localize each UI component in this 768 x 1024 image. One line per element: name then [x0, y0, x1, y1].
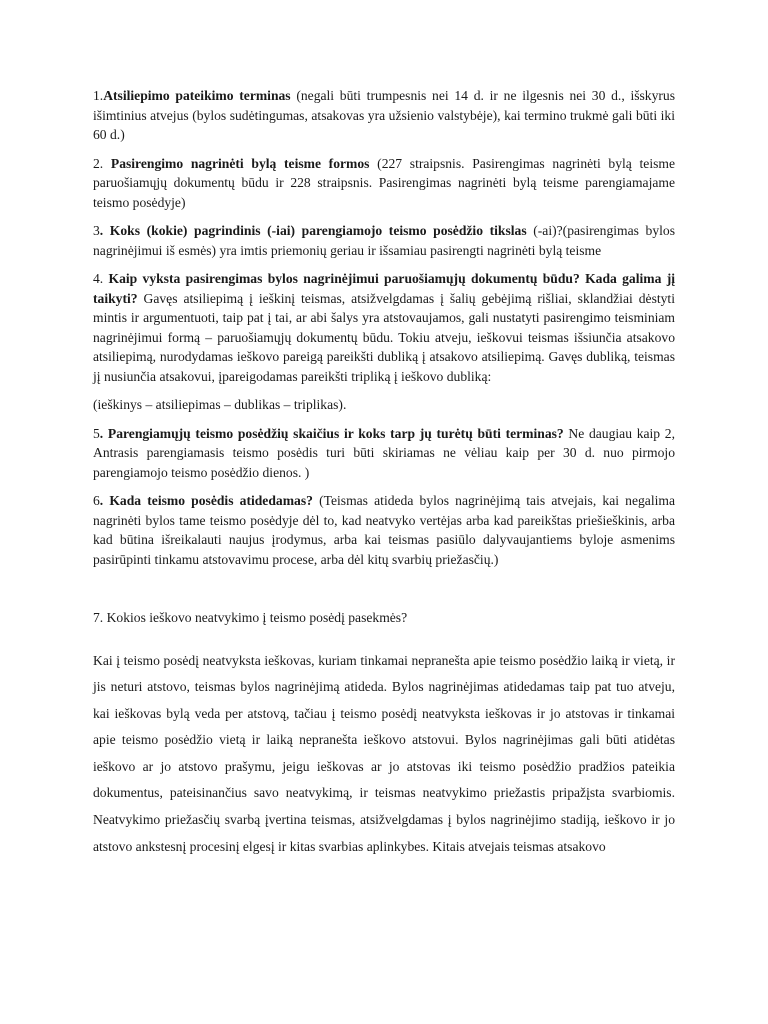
item-number: 1. [93, 88, 104, 103]
paragraph-3 [93, 221, 675, 260]
paragraph-4 [93, 269, 675, 386]
answer-text: (-ai)?(pasirengimas bylos nagrinėjimui iš esmės) yra imtis priemonių geriau ir išsamiau pasirengti nagrinėti bylą teisme [93, 223, 675, 258]
paragraph-1 [93, 86, 675, 145]
question-heading: Atsiliepimo pateikimo terminas [103, 88, 291, 103]
question-heading: . Kada teismo posėdis atidedamas? [99, 493, 313, 508]
item-number: 3 [93, 223, 100, 238]
paragraph-6 [93, 491, 675, 569]
answer-text: (ieškinys – atsiliepimas – dublikas – triplikas). [93, 397, 347, 412]
paragraph-sequence [93, 395, 675, 415]
answer-text: Ne daugiau kaip 2, Antrasis parengiamasis teismo posėdis turi būti skiriamas ne vėliau kaip per 30 d. nuo pirmojo parengiamojo teismo posėdžio dienos. ) [93, 425, 675, 480]
question-heading: . Koks (kokie) pagrindinis (-iai) parengiamojo teismo posėdžio tikslas [99, 223, 527, 238]
answer-text: (Teismas atideda bylos nagrinėjimą tais atvejais, kai negalima nagrinėti bylos tame teismo posėdyje dėl to, kad neatvyko vertėjas arba kad pareikštas priešieškinis, arba kad būtina išreikalauti naujus įrodymus, arba kai teismas pasiūlo dalyvaujantiems byloje asmenims pasirūpinti tinkamu atstovavimu procese, arba dėl kitų svarbių priežasčių.) [93, 493, 675, 567]
question-heading: Pasirengimo nagrinėti bylą teisme formos [110, 155, 370, 171]
question-heading: . Parengiamųjų teismo posėdžių skaičius ir koks tarp jų turėtų būti terminas? [99, 425, 564, 441]
item-number: 2. [93, 155, 111, 171]
item-number: 5 [93, 425, 100, 441]
question-7-heading: 7. Kokios ieškovo neatvykimo į teismo posėdį pasekmės? [93, 610, 408, 625]
question-7-answer: Kai į teismo posėdį neatvyksta ieškovas, kuriam tinkamai nepranešta apie teismo posėdžio laiką ir vietą, ir jis neturi atstovo, teismas bylos nagrinėjimą atideda. Bylos nagrinėjimas atidedamas taip pat tuo atveju, kai ieškovas bylą veda per atstovą, tačiau į teismo posėdį neatvyksta ieškovas ir jo atstovas ir tinkamai apie teismo posėdžio vietą ir laiką nepranešta ieškovo atstovui. Bylos nagrinėjimas gali būti atidėtas ieškovo ar jo atstovo prašymu, jeigu ieškovas ar jo atstovas iki teismo posėdžio pradžios pateikia dokumentus, pateisinančius savo neatvykimą, ir teismas neatvykimo priežastis pripažįsta svarbiomis. Neatvykimo priežasčių svarbą įvertina teismas, atsižvelgdamas į bylos nagrinėjimo stadiją, ieškovo ir jo atstovo ankstesnį procesinį elgesį ir kitas svarbias aplinkybes. Kitais atvejais teismas atsakovo [93, 652, 675, 854]
document-page [93, 86, 675, 860]
question-heading: Kaip vyksta pasirengimas bylos nagrinėjimui paruošiamųjų dokumentų būdu? Kada galima jį taikyti? [93, 271, 676, 306]
paragraph-2 [93, 154, 675, 213]
answer-text: (negali būti trumpesnis nei 14 d. ir ne ilgesnis nei 30 d., išskyrus išimtinius atvejus (bylos sudėtingumas, atsakovas yra užsienio valstybėje), kai termino trukmė gali būti iki 60 d.) [93, 88, 676, 142]
spacer [93, 578, 675, 608]
paragraph-5 [93, 424, 675, 483]
item-number: 6 [93, 493, 100, 508]
answer-text: (227 straipsnis. Pasirengimas nagrinėti bylą teisme paruošiamųjų dokumentų būdu ir 228 straipsnis. Pasirengimas nagrinėti bylą teisme parengiamajame teismo posėdyje) [93, 155, 675, 210]
item-number: 4. [93, 271, 109, 286]
answer-text: Gavęs atsiliepimą į ieškinį teismas, atsižvelgdamas į šalių gebėjimą rišliai, sklandžiai dėstyti mintis ir argumentuoti, taip pat į tai, ar abi šalys yra atstovaujamos, gali nustatyti pasirengimo teisminiam nagrinėjimui formą – paruošiamųjų dokumentų būdu. Tokiu atveju, ieškovui teismas išsiunčia atsakovo atsiliepimą, nurodydamas ieškovo pareigą pareikšti dubliką į atsakovo atsiliepimą. Gavęs dubliką, teismas jį nusiunčia atsakovui, įpareigodamas pareikšti tripliką į ieškovo dubliką: [93, 290, 675, 384]
